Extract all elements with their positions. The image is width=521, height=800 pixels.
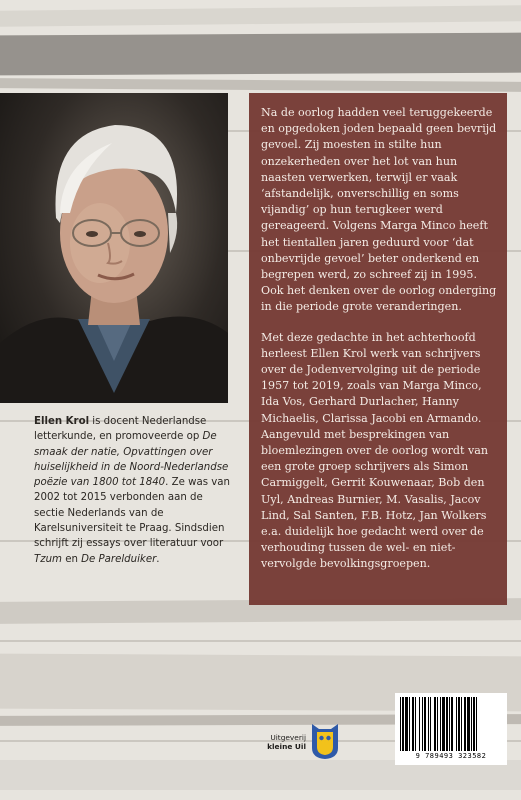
barcode-bar [464, 697, 466, 751]
barcode-bar [405, 697, 408, 751]
barcode-bar [430, 697, 431, 751]
barcode-bar [434, 697, 436, 751]
dissertation-title: De smaak der natie, Opvattingen over huiselijkheid in de Noord-Nederlandse poëzie van 1800 tot 1840 [34, 431, 229, 489]
author-photo [0, 93, 228, 403]
barcode-bar [402, 697, 404, 751]
publisher-logo [244, 722, 344, 762]
author-bio: Ellen Krol is docent Nederlandse letterkunde, en promoveerde op De smaak der natie, Opvattingen over huiselijkheid in de Noord-Nederlandse poëzie van 1800 tot 1840. Ze was van 2002 tot 2015 verbonden aan de sectie Nederlands van de Karelsuniversiteit te Praag. Sindsdien schrijft zij essays over literatuur voor Tzum en De Parelduiker. [34, 416, 230, 565]
barcode-bar [409, 697, 410, 751]
publisher-name: Uitgeverij kleine Uil [267, 733, 306, 751]
barcode-bar [451, 697, 453, 751]
barcode-bar [473, 697, 475, 751]
magazine-tzum: Tzum [34, 553, 62, 565]
isbn-barcode [395, 693, 507, 765]
barcode-bar [442, 697, 445, 751]
barcode-bar [467, 697, 470, 751]
barcode-bar [400, 697, 401, 751]
barcode-bar [461, 697, 462, 751]
barcode-bar [471, 697, 472, 751]
author-name: Ellen Krol [34, 416, 90, 427]
barcode-bar [446, 697, 448, 751]
barcode-bar [437, 697, 438, 751]
barcode-bar [415, 697, 416, 751]
blurb-panel [249, 93, 507, 605]
blurb-paragraph-2: Met deze gedachte in het achterhoofd herleest Ellen Krol werk van schrijvers over de Jodenvervolging uit de periode 1957 tot 2019, zoals van Marga Minco, Ida Vos, Gerhard Durlacher, Hanny Michaelis, Clarissa Jacobi en Armando. Aangevuld met besprekingen van bloemlezingen over de oorlog wordt van een grote groep schrijvers als Simon Carmiggelt, Gerrit Kouwenaar, Bob den Uyl, Andreas Burnier, M. Vasalis, Jacov Lind, Sal Santen, F.B. Hotz, Jan Wolkers e.a. duidelijk hoe gedacht werd over de verhouding tussen de wel- en niet-vervolgde bevolkingsgroepen. [261, 330, 489, 571]
blurb-paragraph-1: Na de oorlog hadden veel teruggekeerde en opgedoken joden bepaald geen bevrijd gevoel. Zij moesten in stilte hun onzekerheden over het lot van hun naasten verwerken, terwijl er vaak ‘afstandelijk, onverschillig en soms vijandig’ op hun terugkeer werd gereageerd. Volgens Marga Minco heeft het tientallen jaren geduurd voor ‘dat onbevrijde gevoel’ beter onderkend en begrepen werd, zo schreef zij in 1995. Ook het denken over de oorlog onderging in die periode grote veranderingen. [261, 106, 497, 314]
barcode-bar [458, 697, 460, 751]
barcode-bar [422, 697, 423, 751]
barcode-bar [449, 697, 450, 751]
barcode-bar [428, 697, 429, 751]
magazine-parelduiker: De Parelduiker [81, 553, 157, 565]
isbn-digits: 9 789493 323582 [415, 752, 487, 760]
barcode-bar [424, 697, 426, 751]
barcode-bar [419, 697, 420, 751]
barcode-bar [412, 697, 414, 751]
barcode-bar [440, 697, 441, 751]
barcode-bar [456, 697, 457, 751]
barcode-bar [476, 697, 477, 751]
owl-icon [310, 722, 340, 760]
